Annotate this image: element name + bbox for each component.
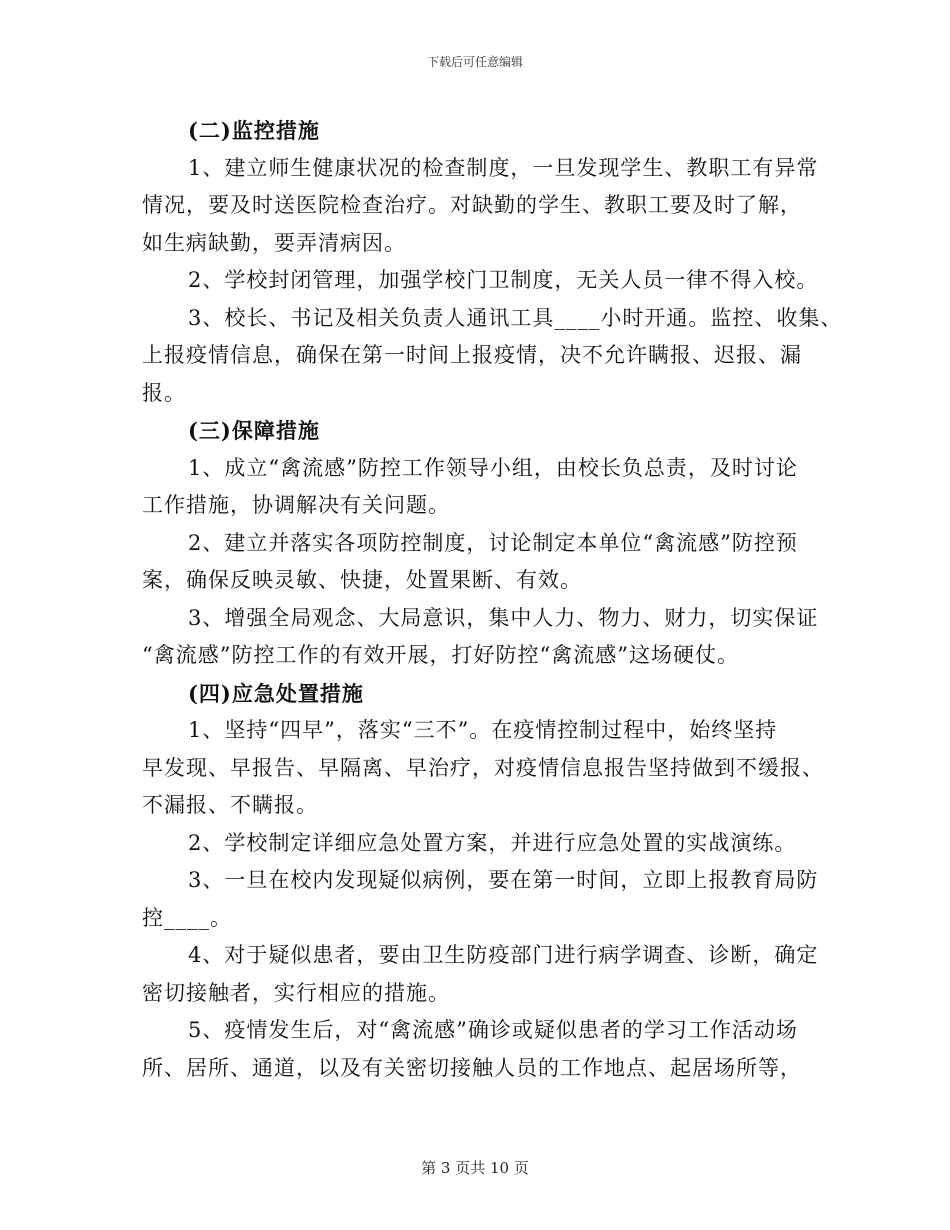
paragraph-line: 不漏报、不瞒报。 bbox=[142, 793, 318, 817]
section-heading: (二)监控措施 bbox=[188, 118, 320, 143]
paragraph-line: 3、增强全局观念、大局意识，集中人力、物力、财力，切实保证 bbox=[188, 605, 819, 630]
paragraph-line: “禽流感”防控工作的有效开展，打好防控“禽流感”这场硬仗。 bbox=[142, 643, 739, 667]
paragraph-line: 3、一旦在校内发现疑似病例，要在第一时间，立即上报教育局防 bbox=[188, 868, 819, 892]
paragraph-line: 如生病缺勤，要弄清病因。 bbox=[142, 230, 406, 255]
page-footer: 第 3 页共 10 页 bbox=[421, 1159, 529, 1177]
paragraph-line: 报。 bbox=[142, 380, 186, 405]
paragraph-line: 5、疫情发生后，对“禽流感”确诊或疑似患者的学习工作活动场 bbox=[188, 1018, 798, 1042]
paragraph-line: 所、居所、通道，以及有关密切接触人员的工作地点、起居场所等， bbox=[142, 1055, 802, 1080]
paragraph-line: 4、对于疑似患者，要由卫生防疫部门进行病学调查、诊断，确定 bbox=[188, 943, 819, 967]
section-heading: (三)保障措施 bbox=[188, 418, 320, 443]
paragraph-line: 2、建立并落实各项防控制度，讨论制定本单位“禽流感”防控预 bbox=[188, 530, 798, 555]
paragraph-line: 密切接触者，实行相应的措施。 bbox=[142, 980, 450, 1005]
paragraph-line: 工作措施，协调解决有关问题。 bbox=[142, 493, 450, 517]
paragraph-line: 1、成立“禽流感”防控工作领导小组，由校长负总责，及时讨论 bbox=[188, 455, 798, 480]
paragraph-line: 控____。 bbox=[142, 905, 232, 930]
page-header: 下载后可任意编辑 bbox=[426, 55, 523, 69]
paragraph-line: 2、学校封闭管理，加强学校门卫制度，无关人员一律不得入校。 bbox=[188, 268, 819, 292]
section-heading: (四)应急处置措施 bbox=[188, 680, 364, 706]
paragraph-line: 情况，要及时送医院检查治疗。对缺勤的学生、教职工要及时了解， bbox=[142, 193, 802, 217]
paragraph-line: 上报疫情信息，确保在第一时间上报疫情，决不允许瞒报、迟报、漏 bbox=[142, 343, 802, 367]
paragraph-line: 1、建立师生健康状况的检查制度，一旦发现学生、教职工有异常 bbox=[188, 155, 819, 180]
document-body bbox=[142, 112, 843, 1087]
paragraph-line: 2、学校制定详细应急处置方案，并进行应急处置的实战演练。 bbox=[188, 830, 797, 855]
paragraph-line: 早发现、早报告、早隔离、早治疗，对疫情信息报告坚持做到不缓报、 bbox=[142, 755, 824, 780]
paragraph-line: 1、坚持“四早”，落实“三不”。在疫情控制过程中，始终坚持 bbox=[188, 718, 778, 742]
paragraph-line: 案，确保反映灵敏、快捷，处置果断、有效。 bbox=[142, 568, 582, 592]
paragraph-line: 3、校长、书记及相关负责人通讯工具____小时开通。监控、收集、 bbox=[188, 305, 843, 330]
